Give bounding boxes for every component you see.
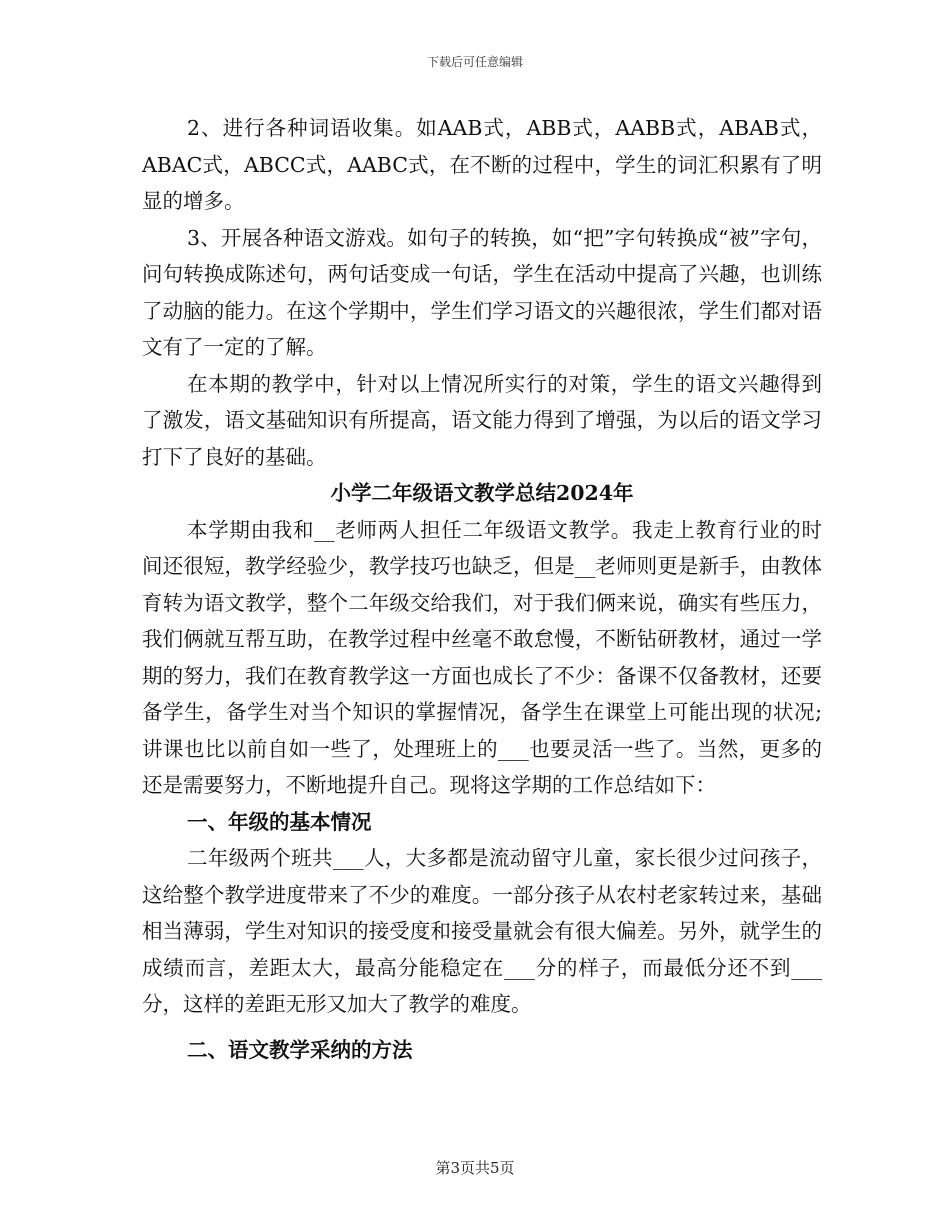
section-heading-basic-situation: 一、年级的基本情况 bbox=[187, 809, 372, 834]
document-title: 小学二年级语文教学总结2024年 bbox=[330, 481, 634, 505]
paragraph-intro: 本学期由我和__老师两人担任二年级语文教学。我走上教育行业的时间还很短，教学经验少，教学技巧也缺乏，但是__老师则更是新手，由教体育转为语文教学，整个二年级交给我们，对于我们俩来说，确实有些压力，我们俩就互帮互助，在教学过程中丝毫不敢怠慢，不断钻研教材，通过一学期的努力，我们在教育教学这一方面也成长了不少：备课不仅备教材，还要备学生，备学生对当个知识的掌握情况，备学生在课堂上可能出现的状况;讲课也比以前自如一些了，处理班上的___也要灵活一些了。当然，更多的还是需要努力，不断地提升自己。现将这学期的工作总结如下： bbox=[142, 517, 822, 797]
page-header: 下载后可任意编辑 bbox=[426, 55, 523, 69]
document-body bbox=[142, 110, 822, 1068]
paragraph-basic-situation: 二年级两个班共___人，大多都是流动留守儿童，家长很少过问孩子，这给整个教学进度带来了不少的难度。一部分孩子从农村老家转过来，基础相当薄弱，学生对知识的接受度和接受量就会有很大偏差。另外，就学生的成绩而言，差距太大，最高分能稳定在___分的样子，而最低分还不到___分，这样的差距无形又加大了教学的难度。 bbox=[142, 846, 822, 1016]
page-footer: 第3页共5页 bbox=[435, 1159, 515, 1177]
paragraph-word-collection: 2、进行各种词语收集。如AAB式，ABB式，AABB式，ABAB式，ABAC式，ABCC式，AABC式，在不断的过程中，学生的词汇积累有了明显的增多。 bbox=[142, 116, 822, 213]
paragraph-language-games: 3、开展各种语文游戏。如句子的转换，如“把”字句转换成“被”字句，问句转换成陈述句，两句话变成一句话，学生在活动中提高了兴趣，也训练了动脑的能力。在这个学期中，学生们学习语文的兴趣很浓，学生们都对语文有了一定的了解。 bbox=[142, 225, 822, 359]
paragraph-results: 在本期的教学中，针对以上情况所实行的对策，学生的语文兴趣得到了激发，语文基础知识有所提高，语文能力得到了增强，为以后的语文学习打下了良好的基础。 bbox=[142, 371, 822, 469]
section-heading-teaching-methods: 二、语文教学采纳的方法 bbox=[187, 1037, 413, 1062]
spacer bbox=[142, 1023, 822, 1032]
